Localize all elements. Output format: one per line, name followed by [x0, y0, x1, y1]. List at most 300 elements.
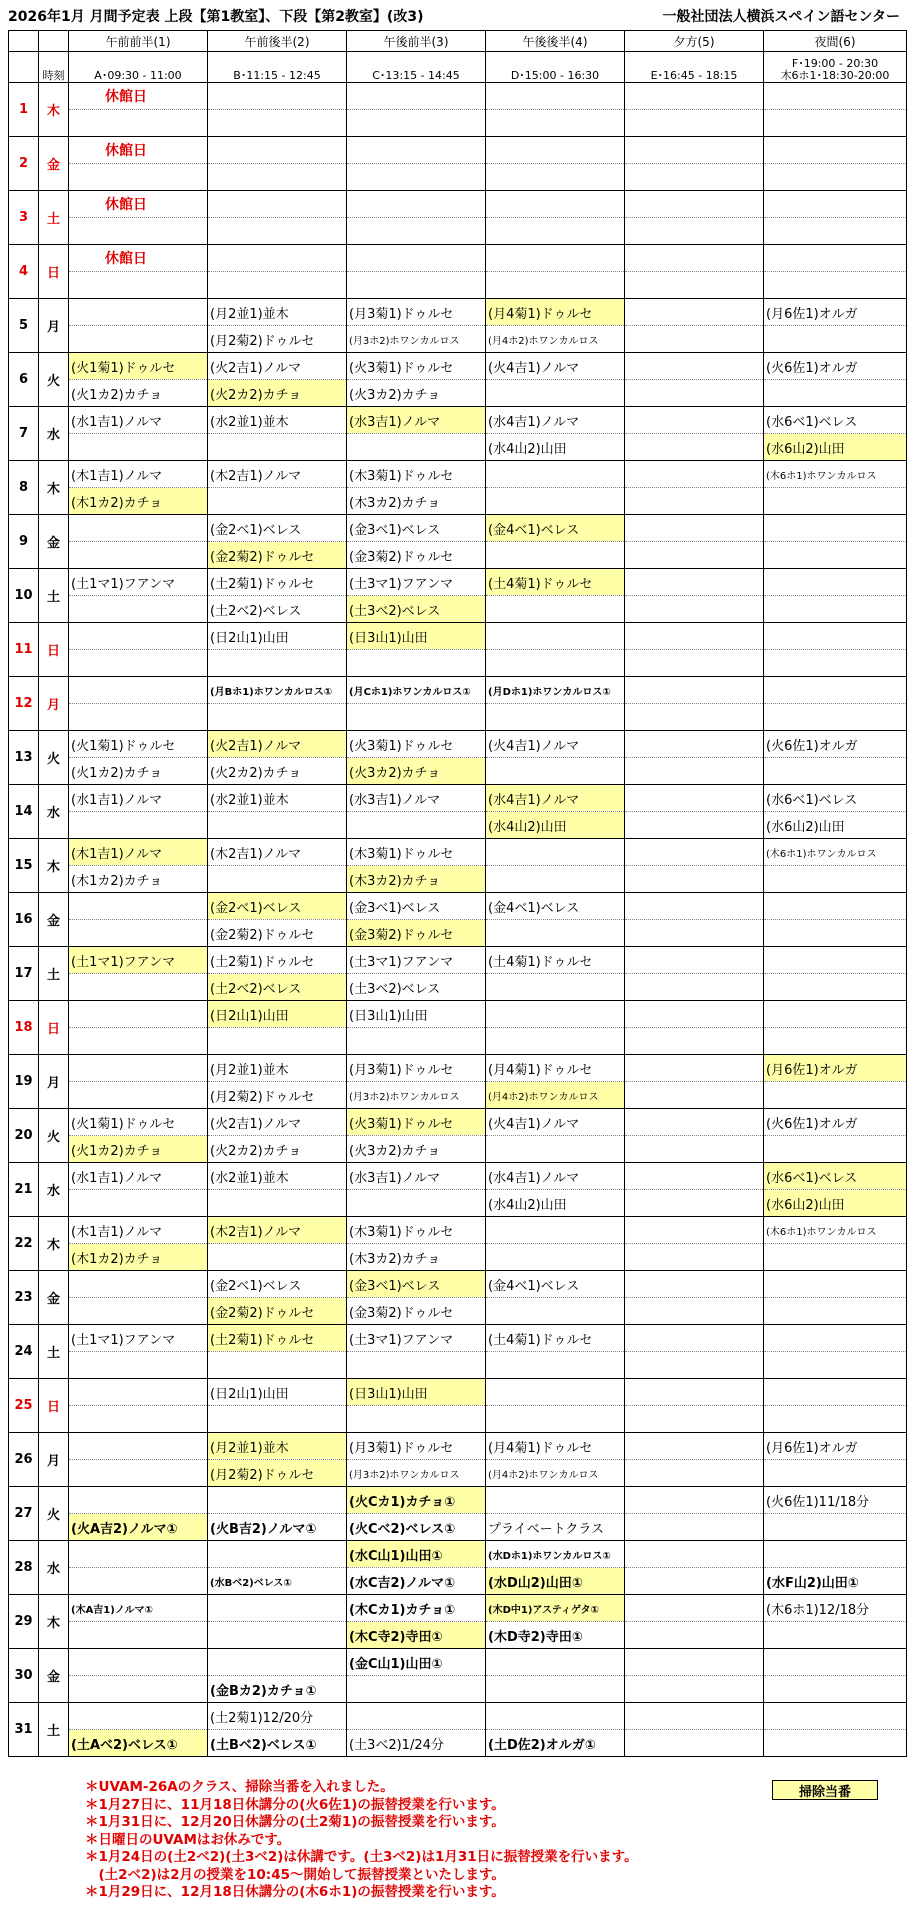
class-slot: (金2ベ1)ベレス [208, 893, 347, 920]
empty-cell [625, 866, 764, 893]
closed-label: 休館日 [69, 137, 208, 164]
empty-cell [69, 596, 208, 623]
date-cell: 31 [9, 1703, 39, 1757]
closed-label: 休館日 [69, 191, 208, 218]
class-slot: (火3カ2)カチョ [347, 1136, 486, 1163]
class-slot: (木1カ2)カチョ [69, 1244, 208, 1271]
class-slot: (月3菊1)ドゥルセ [347, 1055, 486, 1082]
class-slot: (土2菊1)ドゥルセ [208, 947, 347, 974]
class-slot: (月Bホ1)ホワンカルロス① [208, 677, 347, 704]
class-slot: (火1カ2)カチョ [69, 758, 208, 785]
empty-cell [486, 380, 625, 407]
class-slot: (火A吉2)ノルマ① [69, 1514, 208, 1541]
weekday-cell: 水 [39, 407, 69, 461]
empty-cell [69, 1433, 208, 1460]
class-slot: (土Bベ2)ベレス① [208, 1730, 347, 1757]
class-slot: (木3菊1)ドゥルセ [347, 839, 486, 866]
empty-cell [486, 704, 625, 731]
date-cell: 29 [9, 1595, 39, 1649]
class-slot: (火B吉2)ノルマ① [208, 1514, 347, 1541]
class-slot: (水6ベ1)ベレス [764, 1163, 907, 1190]
empty-cell [625, 758, 764, 785]
date-cell: 23 [9, 1271, 39, 1325]
empty-cell [625, 461, 764, 488]
class-slot: (土2ベ2)ベレス [208, 596, 347, 623]
empty-cell [208, 704, 347, 731]
empty-cell [69, 1622, 208, 1649]
empty-cell [764, 893, 907, 920]
empty-cell [69, 1568, 208, 1595]
class-slot: (月2並1)並木 [208, 299, 347, 326]
empty-cell [625, 1001, 764, 1028]
empty-cell [69, 515, 208, 542]
empty-cell [625, 947, 764, 974]
class-slot: (水6山2)山田 [764, 434, 907, 461]
weekday-cell: 水 [39, 1541, 69, 1595]
class-slot: (土3マ1)フアンマ [347, 947, 486, 974]
weekday-cell: 月 [39, 677, 69, 731]
empty-cell [208, 218, 347, 245]
empty-cell [625, 1379, 764, 1406]
time-range: D･15:00 - 16:30 [510, 69, 600, 82]
class-slot: (金2菊2)ドゥルセ [208, 920, 347, 947]
weekday-cell: 木 [39, 83, 69, 137]
date-cell: 19 [9, 1055, 39, 1109]
empty-cell [764, 1352, 907, 1379]
empty-cell [69, 893, 208, 920]
class-slot: (土2菊1)ドゥルセ [208, 1325, 347, 1352]
class-slot: (土4菊1)ドゥルセ [486, 1325, 625, 1352]
class-slot: (木C寺2)寺田① [347, 1622, 486, 1649]
class-slot: (水2並1)並木 [208, 1163, 347, 1190]
date-cell: 9 [9, 515, 39, 569]
empty-cell [69, 1676, 208, 1703]
column-time [625, 52, 764, 83]
empty-cell [486, 650, 625, 677]
empty-cell [625, 596, 764, 623]
class-slot: (火6佐1)オルガ [764, 353, 907, 380]
column-header: 夜間(6) [764, 31, 907, 52]
class-slot: (火3カ2)カチョ [347, 758, 486, 785]
class-slot: (火Cベ2)ベレス① [347, 1514, 486, 1541]
empty-cell [625, 191, 764, 218]
class-slot: (水3吉1)ノルマ [347, 1163, 486, 1190]
class-slot: (月4ホ2)ホワンカルロス [486, 1460, 625, 1487]
empty-cell [486, 974, 625, 1001]
empty-cell [764, 596, 907, 623]
class-slot: (火2吉1)ノルマ [208, 731, 347, 758]
class-slot: (土4菊1)ドゥルセ [486, 569, 625, 596]
time-label: 時刻 [39, 52, 69, 83]
empty-cell [625, 407, 764, 434]
empty-cell [208, 137, 347, 164]
column-time [486, 52, 625, 83]
empty-cell [625, 218, 764, 245]
header [0, 0, 918, 30]
empty-cell [486, 1244, 625, 1271]
empty-cell [625, 515, 764, 542]
date-cell: 7 [9, 407, 39, 461]
empty-cell [208, 110, 347, 137]
empty-cell [625, 1703, 764, 1730]
empty-cell [625, 974, 764, 1001]
class-slot: (月2菊2)ドゥルセ [208, 1460, 347, 1487]
class-slot: (土3ベ2)ベレス [347, 974, 486, 1001]
column-time [347, 52, 486, 83]
weekday-cell: 金 [39, 893, 69, 947]
empty-cell [764, 1703, 907, 1730]
empty-cell [347, 704, 486, 731]
weekday-cell: 金 [39, 137, 69, 191]
empty-cell [764, 1622, 907, 1649]
empty-cell [625, 569, 764, 596]
date-cell: 20 [9, 1109, 39, 1163]
empty-cell [625, 1163, 764, 1190]
class-slot: (木2吉1)ノルマ [208, 461, 347, 488]
empty-cell [764, 137, 907, 164]
empty-cell [486, 1703, 625, 1730]
date-cell: 14 [9, 785, 39, 839]
empty-cell [208, 1406, 347, 1433]
empty-cell [208, 866, 347, 893]
class-slot: (木Cカ1)カチョ① [347, 1595, 486, 1622]
date-cell: 4 [9, 245, 39, 299]
empty-cell [625, 1406, 764, 1433]
empty-cell [764, 974, 907, 1001]
empty-cell [625, 785, 764, 812]
class-slot: (土3ベ2)ベレス [347, 596, 486, 623]
empty-cell [764, 569, 907, 596]
class-slot: (土1マ1)フアンマ [69, 569, 208, 596]
empty-cell [625, 1649, 764, 1676]
empty-cell [625, 1622, 764, 1649]
empty-cell [347, 1190, 486, 1217]
class-slot: (金3ベ1)ベレス [347, 1271, 486, 1298]
empty-cell [486, 1487, 625, 1514]
column-header: 夕方(5) [625, 31, 764, 52]
empty-cell [764, 83, 907, 110]
empty-cell [208, 191, 347, 218]
empty-cell [69, 1352, 208, 1379]
class-slot: (木D中1)アスティゲタ① [486, 1595, 625, 1622]
date-cell: 10 [9, 569, 39, 623]
empty-cell [69, 1028, 208, 1055]
class-slot: (木1吉1)ノルマ [69, 1217, 208, 1244]
empty-cell [347, 272, 486, 299]
column-header: 午前後半(2) [208, 31, 347, 52]
empty-cell [764, 866, 907, 893]
empty-cell [347, 137, 486, 164]
empty-cell [69, 326, 208, 353]
class-slot: (水3吉1)ノルマ [347, 785, 486, 812]
empty-cell [486, 191, 625, 218]
empty-cell [69, 704, 208, 731]
date-cell: 6 [9, 353, 39, 407]
class-slot: (水2並1)並木 [208, 407, 347, 434]
empty-cell [625, 731, 764, 758]
class-slot: (日2山1)山田 [208, 1001, 347, 1028]
class-slot: (火3菊1)ドゥルセ [347, 353, 486, 380]
class-slot: (木1吉1)ノルマ [69, 839, 208, 866]
empty-cell [69, 1379, 208, 1406]
class-slot: (火1カ2)カチョ [69, 380, 208, 407]
empty-cell [764, 515, 907, 542]
column-time [764, 52, 907, 83]
empty-cell [764, 1298, 907, 1325]
date-cell: 22 [9, 1217, 39, 1271]
class-slot: (木3カ2)カチョ [347, 488, 486, 515]
empty-cell [69, 1055, 208, 1082]
empty-cell [347, 218, 486, 245]
empty-cell [486, 623, 625, 650]
class-slot: (月4菊1)ドゥルセ [486, 299, 625, 326]
class-slot: (火6佐1)オルガ [764, 731, 907, 758]
empty-cell [69, 272, 208, 299]
empty-cell [625, 1190, 764, 1217]
weekday-cell: 日 [39, 1001, 69, 1055]
empty-cell [486, 164, 625, 191]
class-slot: (火2カ2)カチョ [208, 380, 347, 407]
class-slot: (月2並1)並木 [208, 1433, 347, 1460]
empty-cell [69, 299, 208, 326]
empty-cell [625, 542, 764, 569]
empty-cell [486, 866, 625, 893]
class-slot: (火2吉1)ノルマ [208, 1109, 347, 1136]
empty-cell [347, 1676, 486, 1703]
class-slot: (水6山2)山田 [764, 1190, 907, 1217]
empty-cell [486, 137, 625, 164]
empty-cell [208, 1487, 347, 1514]
empty-cell [764, 1028, 907, 1055]
class-slot: (木6ホ1)ホワンカルロス [764, 1217, 907, 1244]
date-cell: 11 [9, 623, 39, 677]
empty-cell [625, 380, 764, 407]
class-slot: (土3マ1)フアンマ [347, 569, 486, 596]
class-slot: (月6佐1)オルガ [764, 299, 907, 326]
class-slot: (木3カ2)カチョ [347, 1244, 486, 1271]
time-range: E･16:45 - 18:15 [650, 69, 738, 82]
weekday-cell: 水 [39, 1163, 69, 1217]
blank-header [9, 52, 39, 83]
empty-cell [69, 650, 208, 677]
empty-cell [486, 758, 625, 785]
empty-cell [347, 1406, 486, 1433]
empty-cell [69, 1082, 208, 1109]
class-slot: (月3ホ2)ホワンカルロス [347, 1082, 486, 1109]
class-slot: (火1菊1)ドゥルセ [69, 1109, 208, 1136]
class-slot: (水F山2)山田① [764, 1568, 907, 1595]
weekday-cell: 日 [39, 245, 69, 299]
class-slot: (金C山1)山田① [347, 1649, 486, 1676]
empty-cell [486, 1001, 625, 1028]
class-slot: (土Aベ2)ベレス① [69, 1730, 208, 1757]
date-cell: 17 [9, 947, 39, 1001]
empty-cell [208, 812, 347, 839]
empty-cell [347, 812, 486, 839]
empty-cell [347, 434, 486, 461]
empty-cell [69, 1649, 208, 1676]
empty-cell [625, 812, 764, 839]
empty-cell [486, 839, 625, 866]
class-slot: (木A吉1)ノルマ① [69, 1595, 208, 1622]
class-slot: (水Bベ2)ベレス① [208, 1568, 347, 1595]
empty-cell [764, 920, 907, 947]
class-slot: (水6ベ1)ベレス [764, 785, 907, 812]
weekday-cell: 水 [39, 785, 69, 839]
class-slot: (水4吉1)ノルマ [486, 407, 625, 434]
class-slot: (土1マ1)フアンマ [69, 1325, 208, 1352]
column-header: 午前前半(1) [69, 31, 208, 52]
blank-header [39, 31, 69, 52]
empty-cell [69, 218, 208, 245]
class-slot: (火2吉1)ノルマ [208, 353, 347, 380]
class-slot: (木1吉1)ノルマ [69, 461, 208, 488]
empty-cell [625, 677, 764, 704]
empty-cell [347, 1352, 486, 1379]
empty-cell [625, 1082, 764, 1109]
class-slot: (金3ベ1)ベレス [347, 515, 486, 542]
empty-cell [625, 839, 764, 866]
empty-cell [69, 1298, 208, 1325]
empty-cell [208, 1028, 347, 1055]
empty-cell [69, 1703, 208, 1730]
date-cell: 15 [9, 839, 39, 893]
class-slot: (月2並1)並木 [208, 1055, 347, 1082]
empty-cell [764, 164, 907, 191]
class-slot: (月4菊1)ドゥルセ [486, 1055, 625, 1082]
empty-cell [69, 1271, 208, 1298]
empty-cell [208, 1649, 347, 1676]
date-cell: 26 [9, 1433, 39, 1487]
empty-cell [486, 1406, 625, 1433]
empty-cell [764, 1325, 907, 1352]
date-cell: 25 [9, 1379, 39, 1433]
class-slot: (土3ベ2)1/24分 [347, 1730, 486, 1757]
empty-cell [347, 1703, 486, 1730]
empty-cell [764, 623, 907, 650]
class-slot: (月6佐1)オルガ [764, 1433, 907, 1460]
empty-cell [625, 137, 764, 164]
empty-cell [625, 1514, 764, 1541]
column-header: 午後前半(3) [347, 31, 486, 52]
date-cell: 30 [9, 1649, 39, 1703]
empty-cell [625, 110, 764, 137]
closed-label: 休館日 [69, 83, 208, 110]
empty-cell [764, 1514, 907, 1541]
empty-cell [69, 623, 208, 650]
time-range: F･19:00 - 20:30 [791, 57, 879, 70]
class-slot: (月3ホ2)ホワンカルロス [347, 326, 486, 353]
class-slot: (水6山2)山田 [764, 812, 907, 839]
empty-cell [625, 245, 764, 272]
class-slot: (金3菊2)ドゥルセ [347, 1298, 486, 1325]
empty-cell [625, 1568, 764, 1595]
empty-cell [69, 1190, 208, 1217]
weekday-cell: 日 [39, 1379, 69, 1433]
class-slot: (火3カ2)カチョ [347, 380, 486, 407]
empty-cell [486, 542, 625, 569]
class-slot: (水1吉1)ノルマ [69, 1163, 208, 1190]
empty-cell [208, 1541, 347, 1568]
empty-cell [764, 677, 907, 704]
date-cell: 12 [9, 677, 39, 731]
empty-cell [208, 1352, 347, 1379]
empty-cell [69, 677, 208, 704]
empty-cell [208, 1244, 347, 1271]
time-range: C･13:15 - 14:45 [372, 69, 460, 82]
class-slot: (木3菊1)ドゥルセ [347, 461, 486, 488]
weekday-cell: 土 [39, 1325, 69, 1379]
empty-cell [764, 488, 907, 515]
empty-cell [486, 83, 625, 110]
date-cell: 16 [9, 893, 39, 947]
note-line: ＊1月31日に、12月20日休講分の(土2菊1)の振替授業を行います。 [85, 1814, 505, 1830]
empty-cell [764, 1136, 907, 1163]
empty-cell [625, 1271, 764, 1298]
note-line: ＊UVAM-26Aのクラス、掃除当番を入れました。 [85, 1779, 394, 1795]
column-time [208, 52, 347, 83]
empty-cell [764, 1406, 907, 1433]
class-slot: (月4菊1)ドゥルセ [486, 1433, 625, 1460]
empty-cell [625, 1730, 764, 1757]
cleaning-duty-label: 掃除当番 [772, 1780, 878, 1800]
class-slot: (土2菊1)ドゥルセ [208, 569, 347, 596]
class-slot: (土D佐2)オルガ① [486, 1730, 625, 1757]
class-slot: (水6ベ1)ベレス [764, 407, 907, 434]
empty-cell [764, 1730, 907, 1757]
date-cell: 2 [9, 137, 39, 191]
empty-cell [625, 1055, 764, 1082]
empty-cell [764, 1082, 907, 1109]
empty-cell [764, 380, 907, 407]
class-slot: (火1カ2)カチョ [69, 1136, 208, 1163]
class-slot: (木6ホ1)ホワンカルロス [764, 461, 907, 488]
empty-cell [69, 434, 208, 461]
empty-cell [764, 1001, 907, 1028]
weekday-cell: 火 [39, 1109, 69, 1163]
class-slot: (水4山2)山田 [486, 434, 625, 461]
class-slot: (火1菊1)ドゥルセ [69, 731, 208, 758]
class-slot: (木1カ2)カチョ [69, 866, 208, 893]
empty-cell [486, 1379, 625, 1406]
empty-cell [764, 245, 907, 272]
empty-cell [625, 1325, 764, 1352]
empty-cell [208, 1622, 347, 1649]
date-cell: 24 [9, 1325, 39, 1379]
class-slot: (月2菊2)ドゥルセ [208, 326, 347, 353]
empty-cell [625, 353, 764, 380]
empty-cell [625, 164, 764, 191]
empty-cell [625, 272, 764, 299]
class-slot: (火4吉1)ノルマ [486, 353, 625, 380]
empty-cell [625, 650, 764, 677]
class-slot: (木2吉1)ノルマ [208, 839, 347, 866]
class-slot: (水4吉1)ノルマ [486, 1163, 625, 1190]
class-slot: (木3菊1)ドゥルセ [347, 1217, 486, 1244]
class-slot: (火3菊1)ドゥルセ [347, 1109, 486, 1136]
weekday-cell: 土 [39, 191, 69, 245]
weekday-cell: 木 [39, 1217, 69, 1271]
empty-cell [347, 650, 486, 677]
class-slot: (火4吉1)ノルマ [486, 1109, 625, 1136]
empty-cell [486, 1028, 625, 1055]
empty-cell [486, 245, 625, 272]
empty-cell [764, 947, 907, 974]
class-slot: (水1吉1)ノルマ [69, 785, 208, 812]
empty-cell [69, 812, 208, 839]
class-slot: (月3菊1)ドゥルセ [347, 299, 486, 326]
empty-cell [625, 920, 764, 947]
